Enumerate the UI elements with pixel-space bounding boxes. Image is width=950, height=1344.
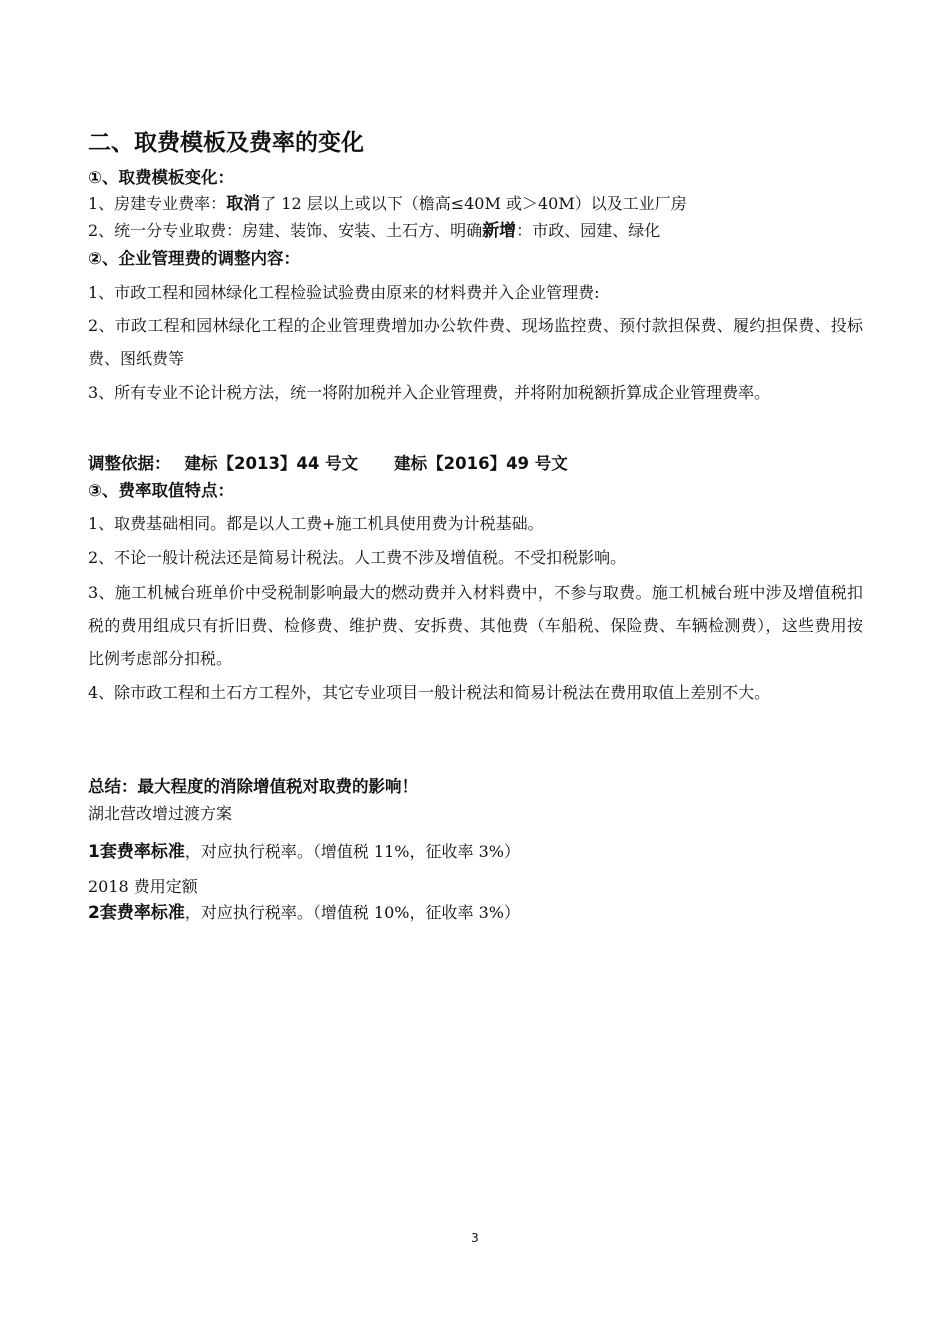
summary-heading: 总结：最大程度的消除增值税对取费的影响！	[88, 777, 418, 796]
summary-line-hubei: 湖北营改增过渡方案	[88, 804, 233, 823]
summary-rate-set-2	[88, 900, 863, 926]
rate-set-1-label: 1套费率标准	[88, 842, 185, 862]
rate-set-2-text: ，对应执行税率。（增值税 10%，征收率 3%）	[184, 903, 520, 922]
item-prefix: 2、统一分专业取费：房建、装饰、安装、土石方、明确	[88, 221, 483, 240]
summary-line-2018: 2018 费用定额	[88, 877, 198, 896]
subheading-template-change: ①、取费模板变化：	[88, 168, 234, 187]
item-prefix: 1、房建专业费率：	[88, 194, 227, 213]
rate-feature-item-1: 1、取费基础相同。都是以人工费+施工机具使用费为计税基础。	[88, 514, 544, 533]
subheading-management-fee: ②、企业管理费的调整内容：	[88, 249, 300, 268]
basis-doc-2: 建标【2016】49 号文	[394, 454, 568, 473]
emphasis-new: 新增	[482, 221, 517, 241]
management-fee-item-1: 1、市政工程和园林绿化工程检验试验费由原来的材料费并入企业管理费:	[88, 283, 600, 302]
rate-feature-item-2: 2、不论一般计税法还是简易计税法。人工费不涉及增值税。不受扣税影响。	[88, 548, 627, 567]
item-suffix: 了 12 层以上或以下（檐高≤40M 或＞40M）以及工业厂房	[260, 194, 687, 213]
emphasis-cancel: 取消	[226, 194, 261, 214]
management-fee-item-2: 2、市政工程和园林绿化工程的企业管理费增加办公软件费、现场监控费、预付款担保费、履约担保费、投标费、图纸费等	[88, 316, 863, 368]
rate-feature-item-3: 3、施工机械台班单价中受税制影响最大的燃动费并入材料费中，不参与取费。施工机械台班中涉及增值税扣税的费用组成只有折旧费、检修费、维护费、安拆费、其他费（车船税、保险费、车辆检测费），这些费用按比例考虑部分扣税。	[88, 583, 863, 668]
summary-rate-set-1	[88, 839, 863, 865]
management-fee-item-3: 3、所有专业不论计税方法，统一将附加税并入企业管理费，并将附加税额折算成企业管理费率。	[88, 383, 771, 402]
rate-set-2-label: 2套费率标准	[88, 903, 185, 923]
item-suffix: ：市政、园建、绿化	[516, 221, 661, 240]
rate-feature-item-4: 4、除市政工程和土石方工程外，其它专业项目一般计税法和简易计税法在费用取值上差别不大。	[88, 683, 771, 702]
template-change-item-2	[88, 218, 863, 244]
page-number: 3	[471, 1231, 479, 1245]
template-change-item-1	[88, 191, 863, 217]
basis-label: 调整依据：	[88, 454, 171, 473]
rate-set-1-text: ，对应执行税率。（增值税 11%，征收率 3%）	[184, 842, 520, 861]
adjustment-basis	[88, 452, 863, 476]
subheading-rate-features: ③、费率取值特点：	[88, 481, 234, 500]
section-title: 二、取费模板及费率的变化	[88, 130, 364, 156]
basis-doc-1: 建标【2013】44 号文	[184, 454, 359, 473]
